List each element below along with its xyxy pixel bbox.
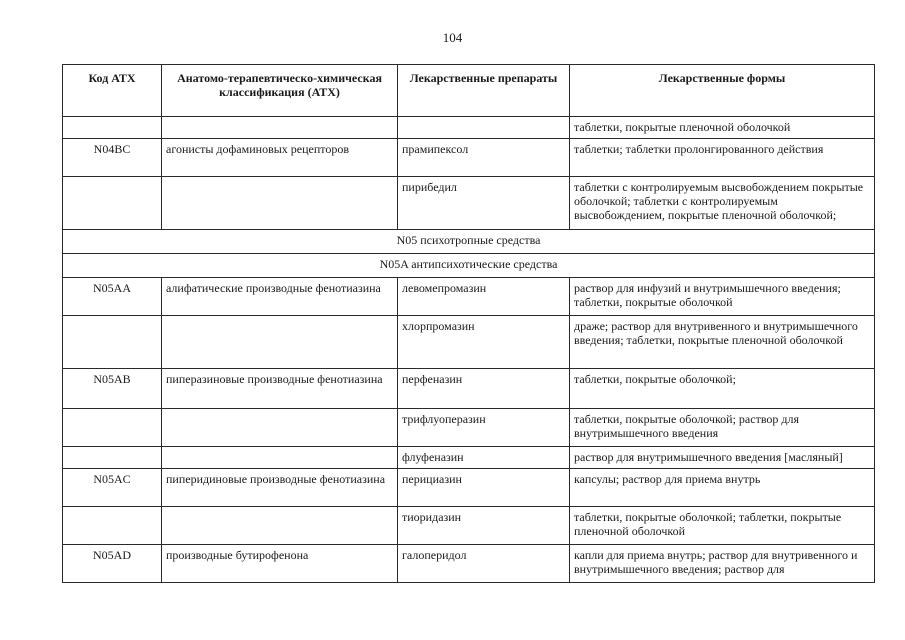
header-drugs: Лекарственные препараты <box>398 65 570 117</box>
atc-cell: пиперидиновые производные фенотиазина <box>162 469 398 507</box>
table-row <box>63 545 875 583</box>
drug-cell <box>398 117 570 139</box>
form-cell: таблетки, покрытые оболочкой; раствор для внутримышечного введения <box>570 409 875 447</box>
code-cell <box>63 117 162 139</box>
code-cell <box>63 316 162 369</box>
form-cell: таблетки, покрытые оболочкой; таблетки, покрытые пленочной оболочкой <box>570 507 875 545</box>
header-row <box>63 65 875 117</box>
form-cell: капсулы; раствор для приема внутрь <box>570 469 875 507</box>
code-cell: N05AC <box>63 469 162 507</box>
header-atc: Анатомо-терапевтическо-химическая классификация (АТХ) <box>162 65 398 117</box>
page-number: 104 <box>442 30 463 45</box>
code-cell <box>63 507 162 545</box>
atc-cell: производные бутирофенона <box>162 545 398 583</box>
form-cell: драже; раствор для внутривенного и внутримышечного введения; таблетки, покрытые пленочной оболочкой <box>570 316 875 369</box>
form-cell: таблетки, покрытые пленочной оболочкой <box>570 117 875 139</box>
drug-cell: галоперидол <box>398 545 570 583</box>
table-row <box>63 177 875 230</box>
form-cell: капли для приема внутрь; раствор для внутривенного и внутримышечного введения; раствор для <box>570 545 875 583</box>
section-title: N05 психотропные средства <box>63 230 875 254</box>
drug-cell: тиоридазин <box>398 507 570 545</box>
table-row <box>63 369 875 409</box>
drug-cell: перициазин <box>398 469 570 507</box>
table-row <box>63 447 875 469</box>
atc-cell: алифатические производные фенотиазина <box>162 278 398 316</box>
drug-cell: левомепромазин <box>398 278 570 316</box>
form-cell: таблетки с контролируемым высвобождением покрытые оболочкой; таблетки с контролируемым высвобождением, покрытые пленочной оболочкой; <box>570 177 875 230</box>
table-row <box>63 278 875 316</box>
form-cell: таблетки, покрытые оболочкой; <box>570 369 875 409</box>
atc-cell <box>162 117 398 139</box>
drug-cell: пирибедил <box>398 177 570 230</box>
form-cell: раствор для внутримышечного введения [масляный] <box>570 447 875 469</box>
atc-cell <box>162 409 398 447</box>
code-cell <box>63 447 162 469</box>
atc-cell <box>162 316 398 369</box>
drug-cell: перфеназин <box>398 369 570 409</box>
drug-cell: трифлуоперазин <box>398 409 570 447</box>
section-row <box>63 230 875 254</box>
section-row <box>63 254 875 278</box>
table-row <box>63 507 875 545</box>
code-cell: N05AB <box>63 369 162 409</box>
atx-table <box>62 64 875 583</box>
table-row <box>63 409 875 447</box>
drug-cell: флуфеназин <box>398 447 570 469</box>
header-code: Код АТХ <box>63 65 162 117</box>
code-cell: N04BC <box>63 139 162 177</box>
atc-cell <box>162 507 398 545</box>
table-row <box>63 316 875 369</box>
form-cell: раствор для инфузий и внутримышечного введения; таблетки, покрытые оболочкой <box>570 278 875 316</box>
code-cell <box>63 409 162 447</box>
header-forms: Лекарственные формы <box>570 65 875 117</box>
form-cell: таблетки; таблетки пролонгированного действия <box>570 139 875 177</box>
drug-cell: прамипексол <box>398 139 570 177</box>
code-cell: N05AD <box>63 545 162 583</box>
table-row <box>63 117 875 139</box>
table-row <box>63 469 875 507</box>
section-title: N05A антипсихотические средства <box>63 254 875 278</box>
atc-cell <box>162 447 398 469</box>
code-cell: N05AA <box>63 278 162 316</box>
code-cell <box>63 177 162 230</box>
drug-cell: хлорпромазин <box>398 316 570 369</box>
table-row <box>63 139 875 177</box>
atc-cell <box>162 177 398 230</box>
atc-cell: пиперазиновые производные фенотиазина <box>162 369 398 409</box>
atc-cell: агонисты дофаминовых рецепторов <box>162 139 398 177</box>
